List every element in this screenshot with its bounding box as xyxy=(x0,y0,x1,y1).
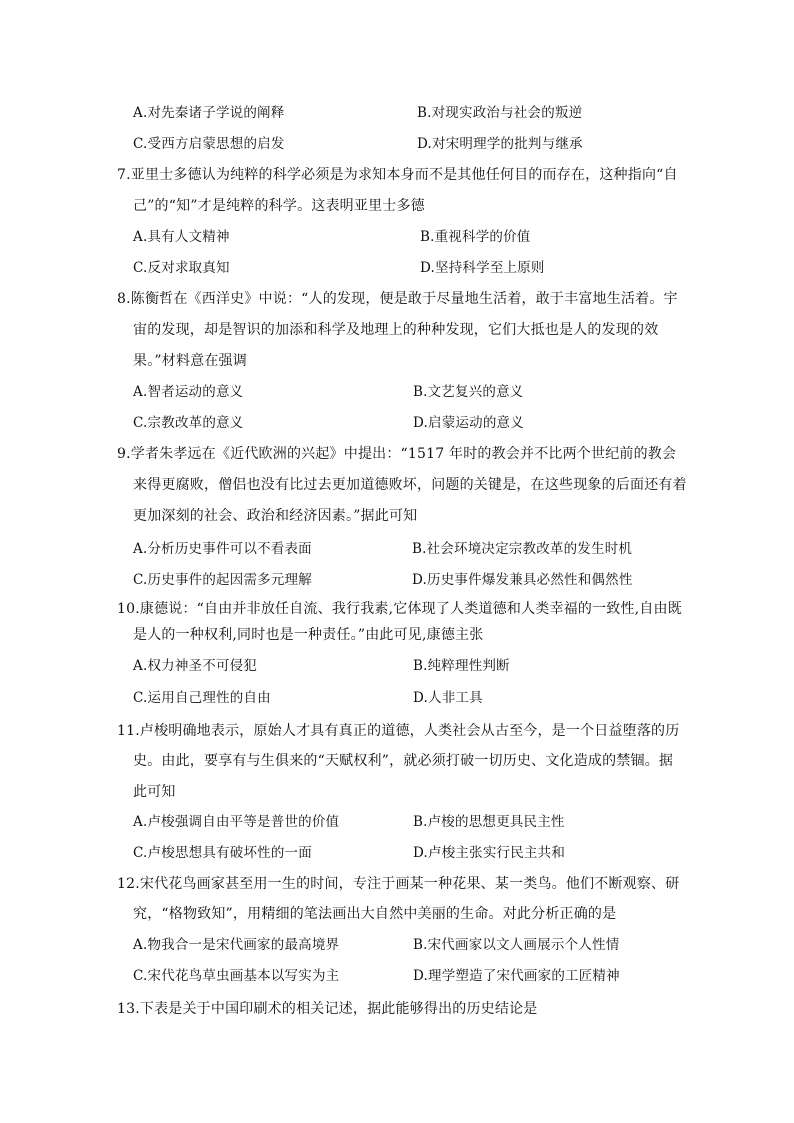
q6-option-c: C.受西方启蒙思想的启发 xyxy=(133,136,285,152)
q10-option-a: A.权力神圣不可侵犯 xyxy=(133,658,258,674)
q7-stem-line-1: 7.亚里士多德认为纯粹的科学必须是为求知本身而不是其他任何目的而存在，这种指向“自 xyxy=(117,167,678,183)
q6-option-d: D.对宋明理学的批判与继承 xyxy=(417,136,583,152)
q12-option-c: C.宋代花鸟草虫画基本以写实为主 xyxy=(133,968,340,984)
q11-stem-line-1: 11.卢梭明确地表示，原始人才具有真正的道德，人类社会从古至今，是一个日益堕落的历 xyxy=(117,723,680,739)
q7-option-c: C.反对求取真知 xyxy=(133,260,230,276)
q11-option-a: A.卢梭强调自由平等是普世的价值 xyxy=(133,814,340,830)
q11-option-d: D.卢梭主张实行民主共和 xyxy=(413,845,566,861)
q10-stem-line-2: 是人的一种权利,同时也是一种责任。”由此可见,康德主张 xyxy=(133,627,484,643)
q12-stem-line-1: 12.宋代花鸟画家甚至用一生的时间，专注于画某一种花果、某一类鸟。他们不断观察、研 xyxy=(117,876,680,892)
q8-stem-line-3: 果。”材料意在强调 xyxy=(133,353,247,369)
q9-option-c: C.历史事件的起因需多元理解 xyxy=(133,572,312,588)
q12-option-b: B.宋代画家以文人画展示个人性情 xyxy=(413,937,620,953)
q6-option-a: A.对先秦诸子学说的阐释 xyxy=(133,105,285,121)
q9-option-b: B.社会环境决定宗教改革的发生时机 xyxy=(412,541,633,557)
q10-stem-line-1: 10.康德说：“自由并非放任自流、我行我素,它体现了人类道德和人类幸福的一致性,自由既 xyxy=(117,601,682,617)
q9-option-a: A.分析历史事件可以不看表面 xyxy=(133,541,312,557)
q8-option-b: B.文艺复兴的意义 xyxy=(413,384,524,400)
q7-option-d: D.坚持科学至上原则 xyxy=(420,260,545,276)
q11-option-b: B.卢梭的思想更具民主性 xyxy=(413,814,565,830)
q12-option-a: A.物我合一是宋代画家的最高境界 xyxy=(133,937,340,953)
q8-option-c: C.宗教改革的意义 xyxy=(133,415,244,431)
q9-option-d: D.历史事件爆发兼具必然性和偶然性 xyxy=(412,572,633,588)
q8-stem-line-2: 宙的发现，却是智识的加添和科学及地理上的种种发现，它们大抵也是人的发现的效 xyxy=(133,322,659,338)
q10-option-d: D.人非工具 xyxy=(413,690,483,706)
q7-option-b: B.重视科学的价值 xyxy=(420,229,531,245)
q10-option-b: B.纯粹理性判断 xyxy=(413,658,510,674)
q9-stem-line-2: 来得更腐败，僧侣也没有比过去更加道德败坏，问题的关键是，在这些现象的后面还有着 xyxy=(133,477,687,493)
q12-option-d: D.理学塑造了宋代画家的工匠精神 xyxy=(413,968,620,984)
q8-stem-line-1: 8.陈衡哲在《西洋史》中说：“人的发现，便是敢于尽量地生活着，敢于丰富地生活着。宇 xyxy=(117,291,678,307)
q8-option-a: A.智者运动的意义 xyxy=(133,384,244,400)
q11-stem-line-2: 史。由此，要享有与生俱来的“天赋权利”，就必须打破一切历史、文化造成的禁锢。据 xyxy=(133,753,674,769)
q10-option-c: C.运用自己理性的自由 xyxy=(133,690,271,706)
q11-stem-line-3: 此可知 xyxy=(133,784,176,800)
q9-stem-line-1: 9.学者朱孝远在《近代欧洲的兴起》中提出：“1517 年时的教会并不比两个世纪前的教会 xyxy=(117,446,677,462)
q11-option-c: C.卢梭思想具有破坏性的一面 xyxy=(133,845,312,861)
q7-option-a: A.具有人文精神 xyxy=(133,229,230,245)
q8-option-d: D.启蒙运动的意义 xyxy=(413,415,524,431)
q12-stem-line-2: 究，“格物致知”，用精细的笔法画出大自然中美丽的生命。对此分析正确的是 xyxy=(133,906,617,922)
q9-stem-line-3: 更加深刻的社会、政治和经济因素。”据此可知 xyxy=(133,508,418,524)
q7-stem-line-2: 己”的“知”才是纯粹的科学。这表明亚里士多德 xyxy=(133,198,425,214)
q6-option-b: B.对现实政治与社会的叛逆 xyxy=(417,105,583,121)
q13-stem-line-1: 13.下表是关于中国印刷术的相关记述，据此能够得出的历史结论是 xyxy=(117,1001,538,1017)
